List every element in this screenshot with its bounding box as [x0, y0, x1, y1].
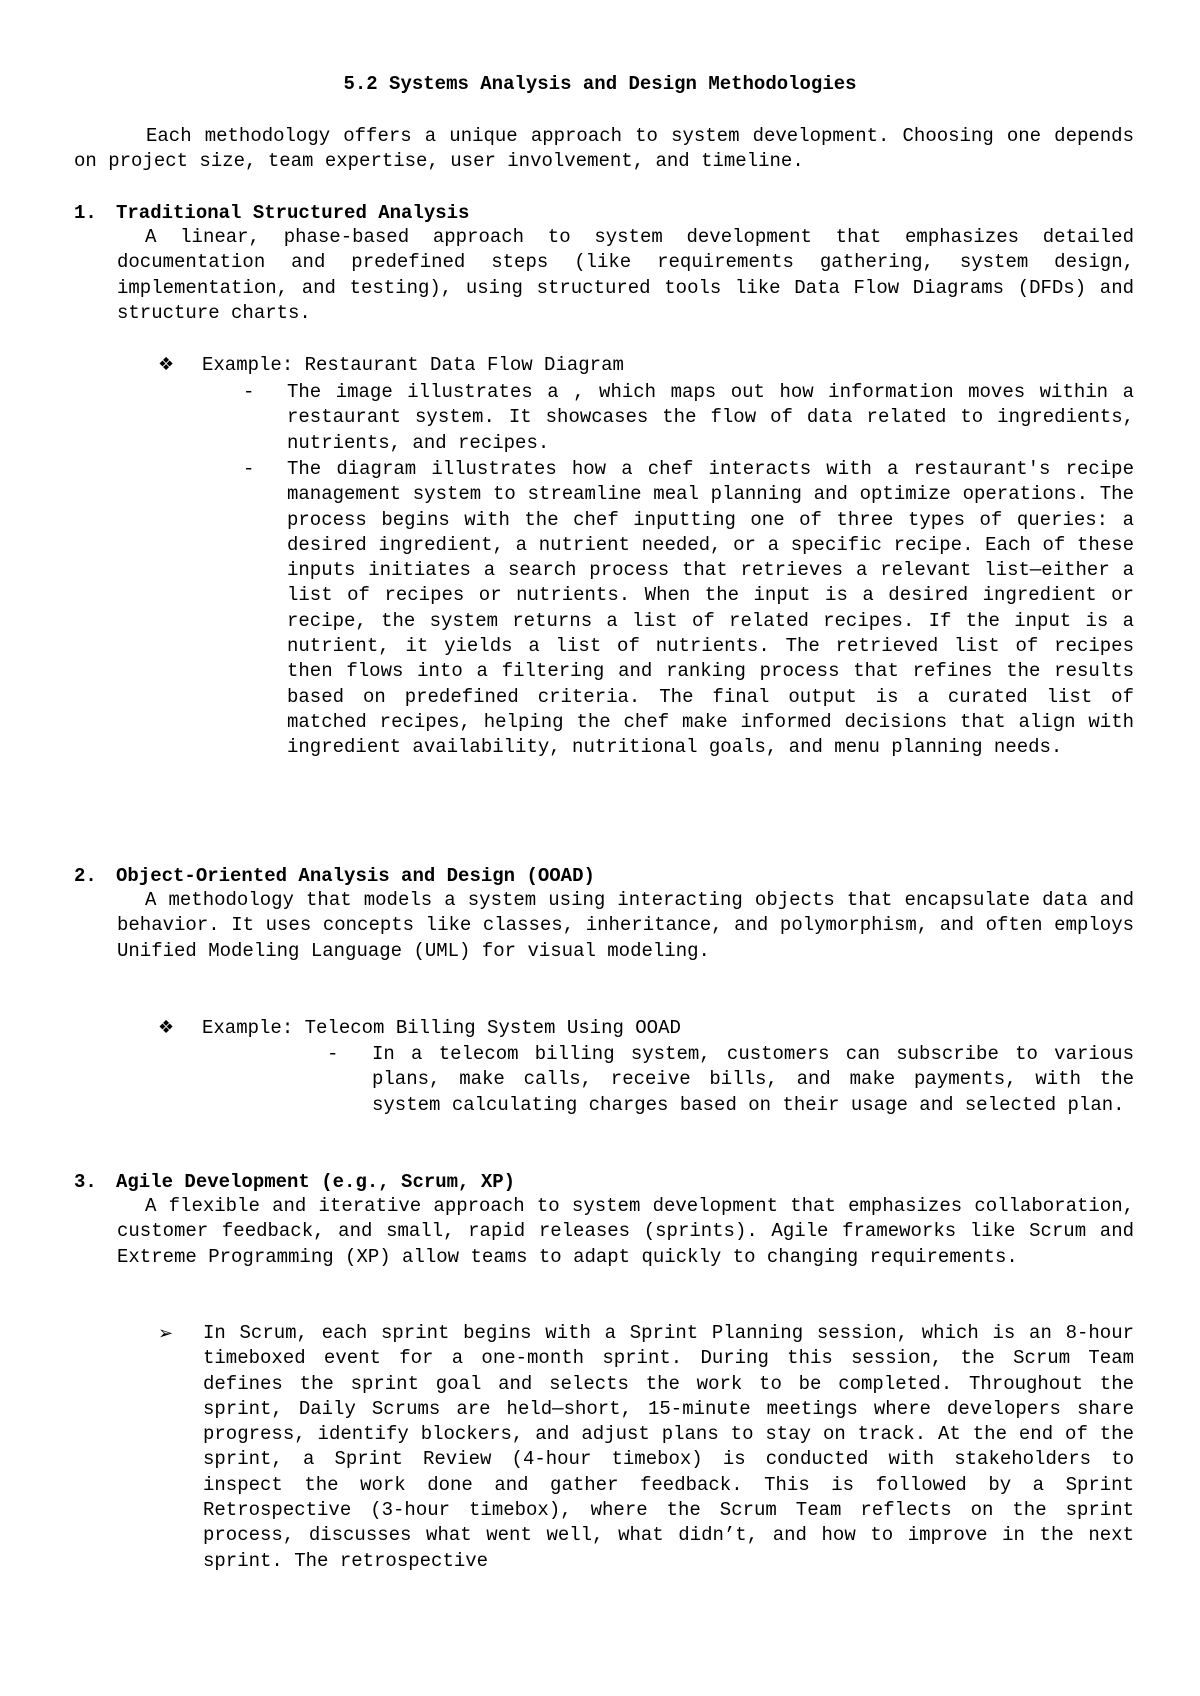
example-point-text: The diagram illustrates how a chef interacts with a restaurant's recipe management system to streamline meal planning and optimize operations. The process begins with the chef inputting one of three types of queries: a desired ingredient, a nutrient needed, or a specific recipe. Each of these inputs initiates a search process that retrieves a relevant list—either a list of recipes or nutrients. When the input is a desired ingredient or recipe, the system returns a list of related recipes. If the input is a nutrient, it yields a list of nutrients. The retrieved list of recipes then flows into a filtering and ranking process that refines the results based on predefined criteria. The final output is a curated list of matched recipes, helping the chef make informed decisions that align with ingredient availability, nutritional goals, and menu planning needs. [287, 458, 1134, 759]
section-paragraph-structured-analysis: A linear, phase-based approach to system development that emphasizes detailed documentation and predefined steps (like requirements gathering, system design, implementation, and testing), using structured tools like Data Flow Diagrams (DFDs) and structure charts. [117, 226, 1134, 324]
example-point-text: In a telecom billing system, customers can subscribe to various plans, make calls, receive bills, and make payments, with the system calculating charges based on their usage and selected plan. [372, 1043, 1134, 1116]
page-title: 5.2 Systems Analysis and Design Methodologies [343, 73, 857, 95]
diamond-bullet-icon: ❖ [158, 1017, 175, 1038]
section-number: 1. [74, 202, 97, 224]
section-paragraph-agile: A flexible and iterative approach to system development that emphasizes collaboration, customer feedback, and small, rapid releases (sprints). Agile frameworks like Scrum and Extreme Programming (XP) allow teams to adapt quickly to changing requirements. [117, 1195, 1134, 1268]
section-number: 3. [74, 1171, 97, 1193]
section-heading-structured-analysis [74, 201, 469, 226]
dash-bullet-icon: - [243, 381, 255, 403]
dash-bullet-icon: - [243, 458, 255, 480]
dash-bullet-icon: - [327, 1043, 339, 1065]
section-title: Object-Oriented Analysis and Design (OOAD) [116, 865, 595, 887]
example-label: Example: Restaurant Data Flow Diagram [202, 354, 624, 376]
section-paragraph-ooad: A methodology that models a system using interacting objects that encapsulate data and behavior. It uses concepts like classes, inheritance, and polymorphism, and often employs Unified Modeling Language (UML) for visual modeling. [117, 889, 1134, 962]
example-item-telecom-billing [158, 1015, 681, 1041]
section-title: Traditional Structured Analysis [116, 202, 470, 224]
example-label: Example: Telecom Billing System Using OOAD [202, 1017, 681, 1039]
section-heading-agile [74, 1170, 515, 1195]
example-point-text: The image illustrates a , which maps out how information moves within a restaurant system. It showcases the flow of data related to ingredients, nutrients, and recipes. [287, 381, 1134, 454]
diamond-bullet-icon: ❖ [158, 354, 175, 375]
section-title: Agile Development (e.g., Scrum, XP) [116, 1171, 516, 1193]
example-item-restaurant-dfd [158, 352, 624, 378]
intro-paragraph: Each methodology offers a unique approach to system development. Choosing one depends on project size, team expertise, user involvement, and timeline. [74, 125, 1134, 173]
scrum-paragraph: In Scrum, each sprint begins with a Sprint Planning session, which is an 8-hour timeboxed event for a one-month sprint. During this session, the Scrum Team defines the sprint goal and selects the work to be completed. Throughout the sprint, Daily Scrums are held—short, 15-minute meetings where developers share progress, identify blockers, and adjust plans to stay on track. At the end of the sprint, a Sprint Review (4-hour timebox) is conducted with stakeholders to inspect the work done and gather feedback. This is followed by a Sprint Retrospective (3-hour timebox), where the Scrum Team reflects on the sprint process, discusses what went well, what didn’t, and how to improve in the next sprint. The retrospective [203, 1322, 1134, 1572]
section-heading-ooad [74, 864, 595, 889]
arrow-bullet-icon: ➢ [158, 1323, 174, 1344]
section-number: 2. [74, 865, 97, 887]
